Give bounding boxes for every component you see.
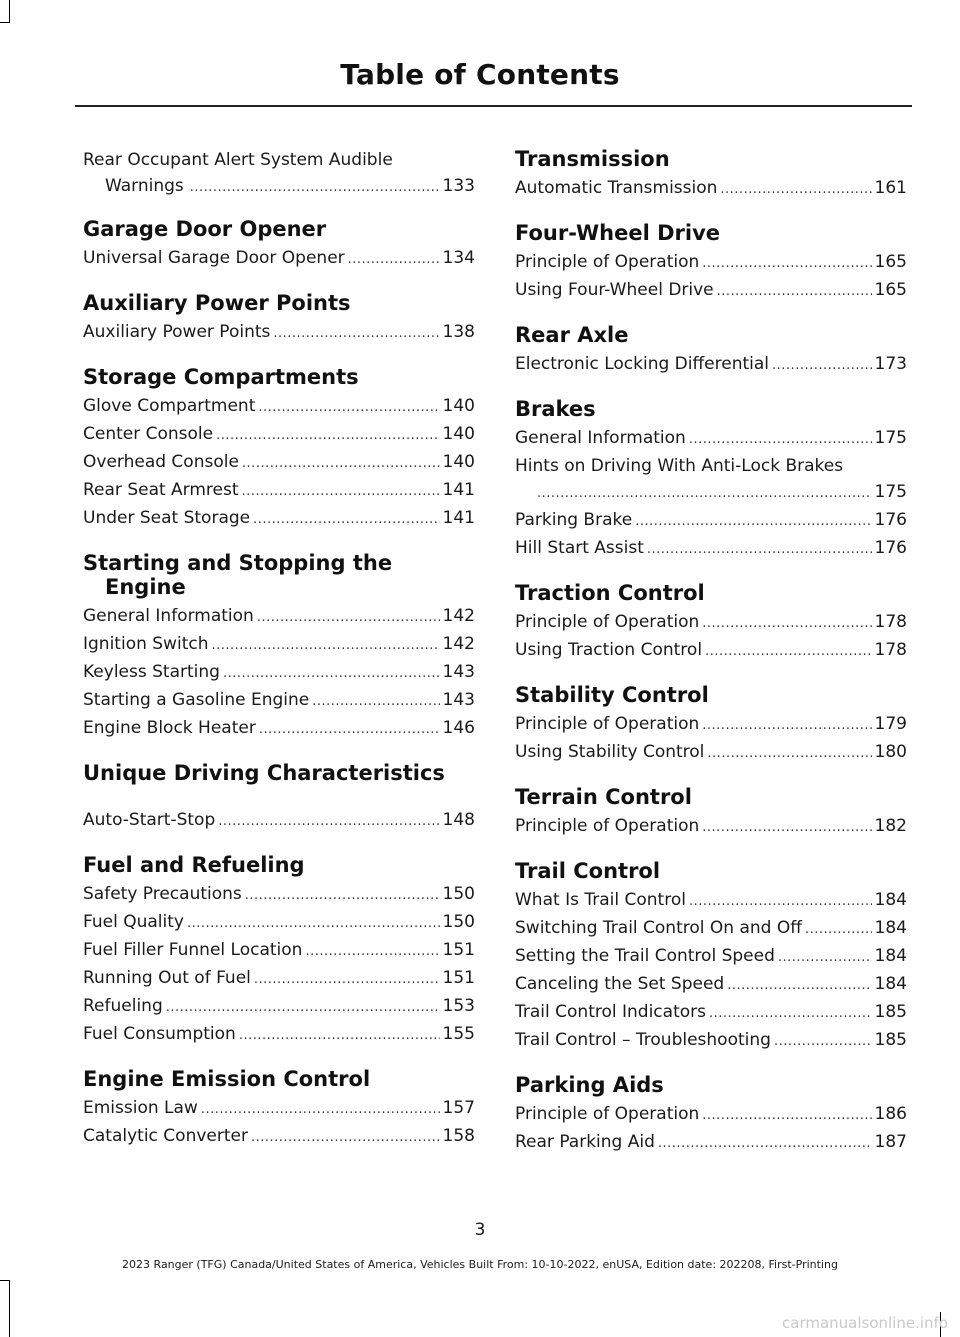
entry-title: Emission Law: [83, 1098, 198, 1118]
toc-entry[interactable]: [83, 1123, 475, 1151]
page-number: 3: [474, 1220, 486, 1240]
dot-leader: [211, 633, 439, 659]
toc-entry[interactable]: [515, 739, 907, 767]
toc-section: [83, 365, 475, 533]
entry-title: Principle of Operation: [515, 1104, 700, 1124]
toc-entry[interactable]: [83, 449, 475, 477]
dot-leader: [348, 247, 440, 273]
entry-page-number: 184: [874, 974, 907, 994]
entry-title: Using Four-Wheel Drive: [515, 280, 714, 300]
entry-title: Universal Garage Door Opener: [83, 248, 345, 268]
entry-title: Electronic Locking Differential: [515, 354, 770, 374]
entry-page-number: 151: [442, 940, 475, 960]
crop-mark-bottom-left-horizontal: [0, 1280, 10, 1281]
toc-section: [83, 551, 475, 743]
section-heading: Starting and Stopping the Engine: [83, 551, 393, 599]
toc-section: [515, 221, 907, 305]
entry-title: Rear Parking Aid: [515, 1132, 655, 1152]
dot-leader: [727, 973, 871, 999]
entry-page-number: 151: [442, 968, 475, 988]
entry-page-number: 185: [874, 1030, 907, 1050]
dot-leader: [242, 451, 440, 477]
entry-page-number: 184: [874, 890, 907, 910]
dot-leader: [720, 177, 871, 203]
toc-entry[interactable]: [515, 971, 907, 999]
entry-page-number: 153: [442, 996, 475, 1016]
entry-title: Under Seat Storage: [83, 508, 251, 528]
entry-title: Hill Start Assist: [515, 538, 644, 558]
toc-section: [515, 1073, 907, 1157]
entry-title: Principle of Operation: [515, 612, 700, 632]
toc-section: [515, 397, 907, 563]
entry-page-number: 184: [874, 918, 907, 938]
dot-leader: [707, 741, 871, 767]
section-heading: Unique Driving Characteristics: [83, 761, 445, 785]
dot-leader: [702, 815, 871, 841]
entry-title: Switching Trail Control On and Off: [515, 918, 802, 938]
toc-entry[interactable]: [515, 175, 907, 203]
toc-entry[interactable]: [83, 245, 475, 273]
entry-page-number: 187: [874, 1132, 907, 1152]
toc-entry[interactable]: [515, 637, 907, 665]
entry-title: Catalytic Converter: [83, 1126, 248, 1146]
entry-page-number: 134: [442, 248, 475, 268]
toc-entry[interactable]: [515, 1129, 907, 1157]
dot-leader: [778, 945, 872, 971]
entry-title: General Information: [515, 428, 686, 448]
entry-title: What Is Trail Control: [515, 890, 686, 910]
dot-leader: [772, 353, 872, 379]
toc-section: [515, 323, 907, 379]
section-heading: Storage Compartments: [83, 365, 359, 389]
section-heading: Engine Emission Control: [83, 1067, 371, 1091]
entry-title: Auxiliary Power Points: [83, 322, 271, 342]
toc-entry[interactable]: [515, 915, 907, 943]
entry-title: Parking Brake: [515, 510, 633, 530]
toc-entry[interactable]: [83, 993, 475, 1021]
entry-title: Using Traction Control: [515, 640, 703, 660]
dot-leader: [702, 611, 871, 637]
section-heading: Parking Aids: [515, 1073, 664, 1097]
entry-page-number: 161: [874, 178, 907, 198]
entry-page-number: 165: [874, 252, 907, 272]
toc-entry[interactable]: [515, 1027, 907, 1055]
entry-title: Ignition Switch: [83, 634, 209, 654]
entry-page-number: 146: [442, 718, 475, 738]
entry-title: Center Console: [83, 424, 214, 444]
entry-page-number: 176: [874, 510, 907, 530]
dot-leader: [223, 661, 440, 687]
toc-entry[interactable]: [83, 1095, 475, 1123]
entry-page-number: 165: [874, 280, 907, 300]
page-header-title: Table of Contents: [340, 58, 620, 91]
toc-entry[interactable]: [83, 319, 475, 347]
toc-entry[interactable]: [83, 687, 475, 715]
entry-title: Fuel Filler Funnel Location: [83, 940, 303, 960]
entry-title-continued: Warnings: [105, 176, 184, 196]
toc-section: [83, 853, 475, 1049]
dot-leader: [218, 809, 439, 835]
toc-entry[interactable]: [83, 715, 475, 743]
entry-page-number: 133: [442, 176, 475, 196]
dot-leader: [717, 279, 872, 305]
dot-leader: [259, 717, 440, 743]
dot-leader: [689, 427, 872, 453]
entry-page-number: 157: [442, 1098, 475, 1118]
section-heading: Garage Door Opener: [83, 217, 327, 241]
toc-entry[interactable]: [515, 249, 907, 277]
toc-entry[interactable]: [83, 477, 475, 505]
entry-title: Setting the Trail Control Speed: [515, 946, 775, 966]
entry-title: Fuel Quality: [83, 912, 184, 932]
dot-leader: [709, 1001, 872, 1027]
entry-title: Trail Control – Troubleshooting: [515, 1030, 771, 1050]
entry-page-number: 140: [442, 424, 475, 444]
entry-page-number: 175: [874, 428, 907, 448]
entry-title: Starting a Gasoline Engine: [83, 690, 310, 710]
toc-entry[interactable]: [515, 609, 907, 637]
entry-title: Keyless Starting: [83, 662, 220, 682]
dot-leader: [658, 1131, 872, 1157]
section-heading: Four-Wheel Drive: [515, 221, 721, 245]
entry-title: Running Out of Fuel: [83, 968, 251, 988]
dot-leader: [647, 537, 872, 563]
entry-title: Rear Occupant Alert System Audible: [83, 150, 393, 170]
toc-entry[interactable]: [515, 507, 907, 535]
dot-leader: [312, 689, 439, 715]
toc-section: [515, 147, 907, 203]
entry-page-number: 175: [874, 482, 907, 502]
toc-entry[interactable]: [83, 807, 475, 835]
dot-leader: [273, 321, 439, 347]
entry-page-number: 142: [442, 606, 475, 626]
dot-leader: [216, 423, 439, 449]
dot-leader: [702, 1103, 871, 1129]
section-heading: Trail Control: [515, 859, 661, 883]
dot-leader: [187, 911, 440, 937]
toc-left-column: [83, 143, 475, 1151]
entry-page-number: 180: [874, 742, 907, 762]
entry-page-number: 176: [874, 538, 907, 558]
dot-leader: [251, 1125, 440, 1151]
toc-entry[interactable]: [83, 147, 475, 201]
entry-title: Principle of Operation: [515, 816, 700, 836]
edition-line: 2023 Ranger (TFG) Canada/United States of America, Vehicles Built From: 10-10-2022, enUSA, Edition date: 202208, First-Printing: [122, 1258, 838, 1271]
toc-entry[interactable]: [83, 909, 475, 937]
entry-page-number: 178: [874, 640, 907, 660]
entry-title: Overhead Console: [83, 452, 239, 472]
toc-entry[interactable]: [515, 425, 907, 453]
toc-entry[interactable]: [515, 535, 907, 563]
dot-leader: [705, 639, 871, 665]
entry-page-number: 150: [442, 912, 475, 932]
toc-right-column: [515, 143, 907, 1157]
entry-page-number: 179: [874, 714, 907, 734]
toc-section: [83, 761, 475, 835]
dot-leader: [702, 251, 871, 277]
dot-leader: [805, 917, 872, 943]
entry-page-number: 141: [442, 480, 475, 500]
dot-leader: [257, 605, 440, 631]
entry-page-number: 186: [874, 1104, 907, 1124]
toc-section: [83, 291, 475, 347]
toc-entry[interactable]: [83, 603, 475, 631]
toc-section: [515, 785, 907, 841]
dot-leader: [689, 889, 872, 915]
toc-entry[interactable]: [83, 1021, 475, 1049]
toc-entry[interactable]: [83, 631, 475, 659]
toc-entry[interactable]: [515, 1101, 907, 1129]
section-heading: Fuel and Refueling: [83, 853, 305, 877]
crop-mark-top-left-vertical: [9, 0, 10, 22]
entry-title: Refueling: [83, 996, 163, 1016]
toc-entry[interactable]: [83, 505, 475, 533]
entry-page-number: 182: [874, 816, 907, 836]
entry-title: Principle of Operation: [515, 714, 700, 734]
entry-title: Automatic Transmission: [515, 178, 718, 198]
section-heading: Traction Control: [515, 581, 705, 605]
entry-page-number: 173: [874, 354, 907, 374]
toc-entry[interactable]: [515, 453, 907, 507]
entry-page-number: 140: [442, 396, 475, 416]
toc-entry[interactable]: [515, 351, 907, 379]
entry-page-number: 143: [442, 662, 475, 682]
toc-entry[interactable]: [83, 881, 475, 909]
entry-page-number: 141: [442, 508, 475, 528]
toc-entry[interactable]: [515, 887, 907, 915]
entry-page-number: 143: [442, 690, 475, 710]
toc-entry[interactable]: [515, 813, 907, 841]
entry-title: Using Stability Control: [515, 742, 705, 762]
section-heading: Brakes: [515, 397, 596, 421]
section-heading: Auxiliary Power Points: [83, 291, 351, 315]
toc-section: [83, 1067, 475, 1151]
dot-leader: [242, 479, 440, 505]
toc-section: [83, 147, 475, 201]
toc-entry[interactable]: [515, 943, 907, 971]
dot-leader: [537, 481, 872, 507]
entry-title: Engine Block Heater: [83, 718, 256, 738]
entry-title: Rear Seat Armrest: [83, 480, 239, 500]
toc-section: [515, 683, 907, 767]
dot-leader: [774, 1029, 872, 1055]
toc-section: [83, 217, 475, 273]
toc-entry[interactable]: [515, 711, 907, 739]
entry-page-number: 158: [442, 1126, 475, 1146]
dot-leader: [258, 395, 439, 421]
section-heading: Rear Axle: [515, 323, 629, 347]
entry-page-number: 150: [442, 884, 475, 904]
entry-title: Principle of Operation: [515, 252, 700, 272]
entry-page-number: 155: [442, 1024, 475, 1044]
entry-title: Trail Control Indicators: [515, 1002, 706, 1022]
entry-page-number: 178: [874, 612, 907, 632]
crop-mark-bottom-left-vertical: [9, 1280, 10, 1337]
toc-entry[interactable]: [83, 965, 475, 993]
dot-leader: [254, 967, 440, 993]
entry-title: Safety Precautions: [83, 884, 242, 904]
toc-entry[interactable]: [83, 659, 475, 687]
entry-page-number: 138: [442, 322, 475, 342]
entry-page-number: 142: [442, 634, 475, 654]
entry-page-number: 140: [442, 452, 475, 472]
entry-page-number: 185: [874, 1002, 907, 1022]
toc-entry[interactable]: [83, 937, 475, 965]
watermark: carmanualsonline.info: [782, 1314, 948, 1332]
dot-leader: [253, 507, 439, 533]
dot-leader: [201, 1097, 440, 1123]
toc-entry[interactable]: [515, 277, 907, 305]
toc-entry[interactable]: [83, 421, 475, 449]
toc-entry[interactable]: [515, 999, 907, 1027]
dot-leader: [702, 713, 871, 739]
dot-leader: [239, 1023, 440, 1049]
toc-section: [515, 581, 907, 665]
dot-leader: [166, 995, 440, 1021]
entry-title: Hints on Driving With Anti-Lock Brakes: [515, 456, 844, 476]
section-heading: Terrain Control: [515, 785, 692, 809]
entry-title: Auto-Start-Stop: [83, 810, 216, 830]
entry-page-number: 148: [442, 810, 475, 830]
entry-page-number: 184: [874, 946, 907, 966]
header-divider: [75, 105, 912, 107]
dot-leader: [190, 175, 440, 201]
entry-title: Fuel Consumption: [83, 1024, 236, 1044]
section-heading: Stability Control: [515, 683, 709, 707]
entry-title: Glove Compartment: [83, 396, 256, 416]
dot-leader: [245, 883, 440, 909]
entry-title: General Information: [83, 606, 254, 626]
toc-section: [515, 859, 907, 1055]
toc-entry[interactable]: [83, 393, 475, 421]
dot-leader: [305, 939, 439, 965]
crop-mark-top-left-horizontal: [0, 22, 10, 23]
dot-leader: [635, 509, 871, 535]
entry-title: Canceling the Set Speed: [515, 974, 725, 994]
section-heading: Transmission: [515, 147, 670, 171]
